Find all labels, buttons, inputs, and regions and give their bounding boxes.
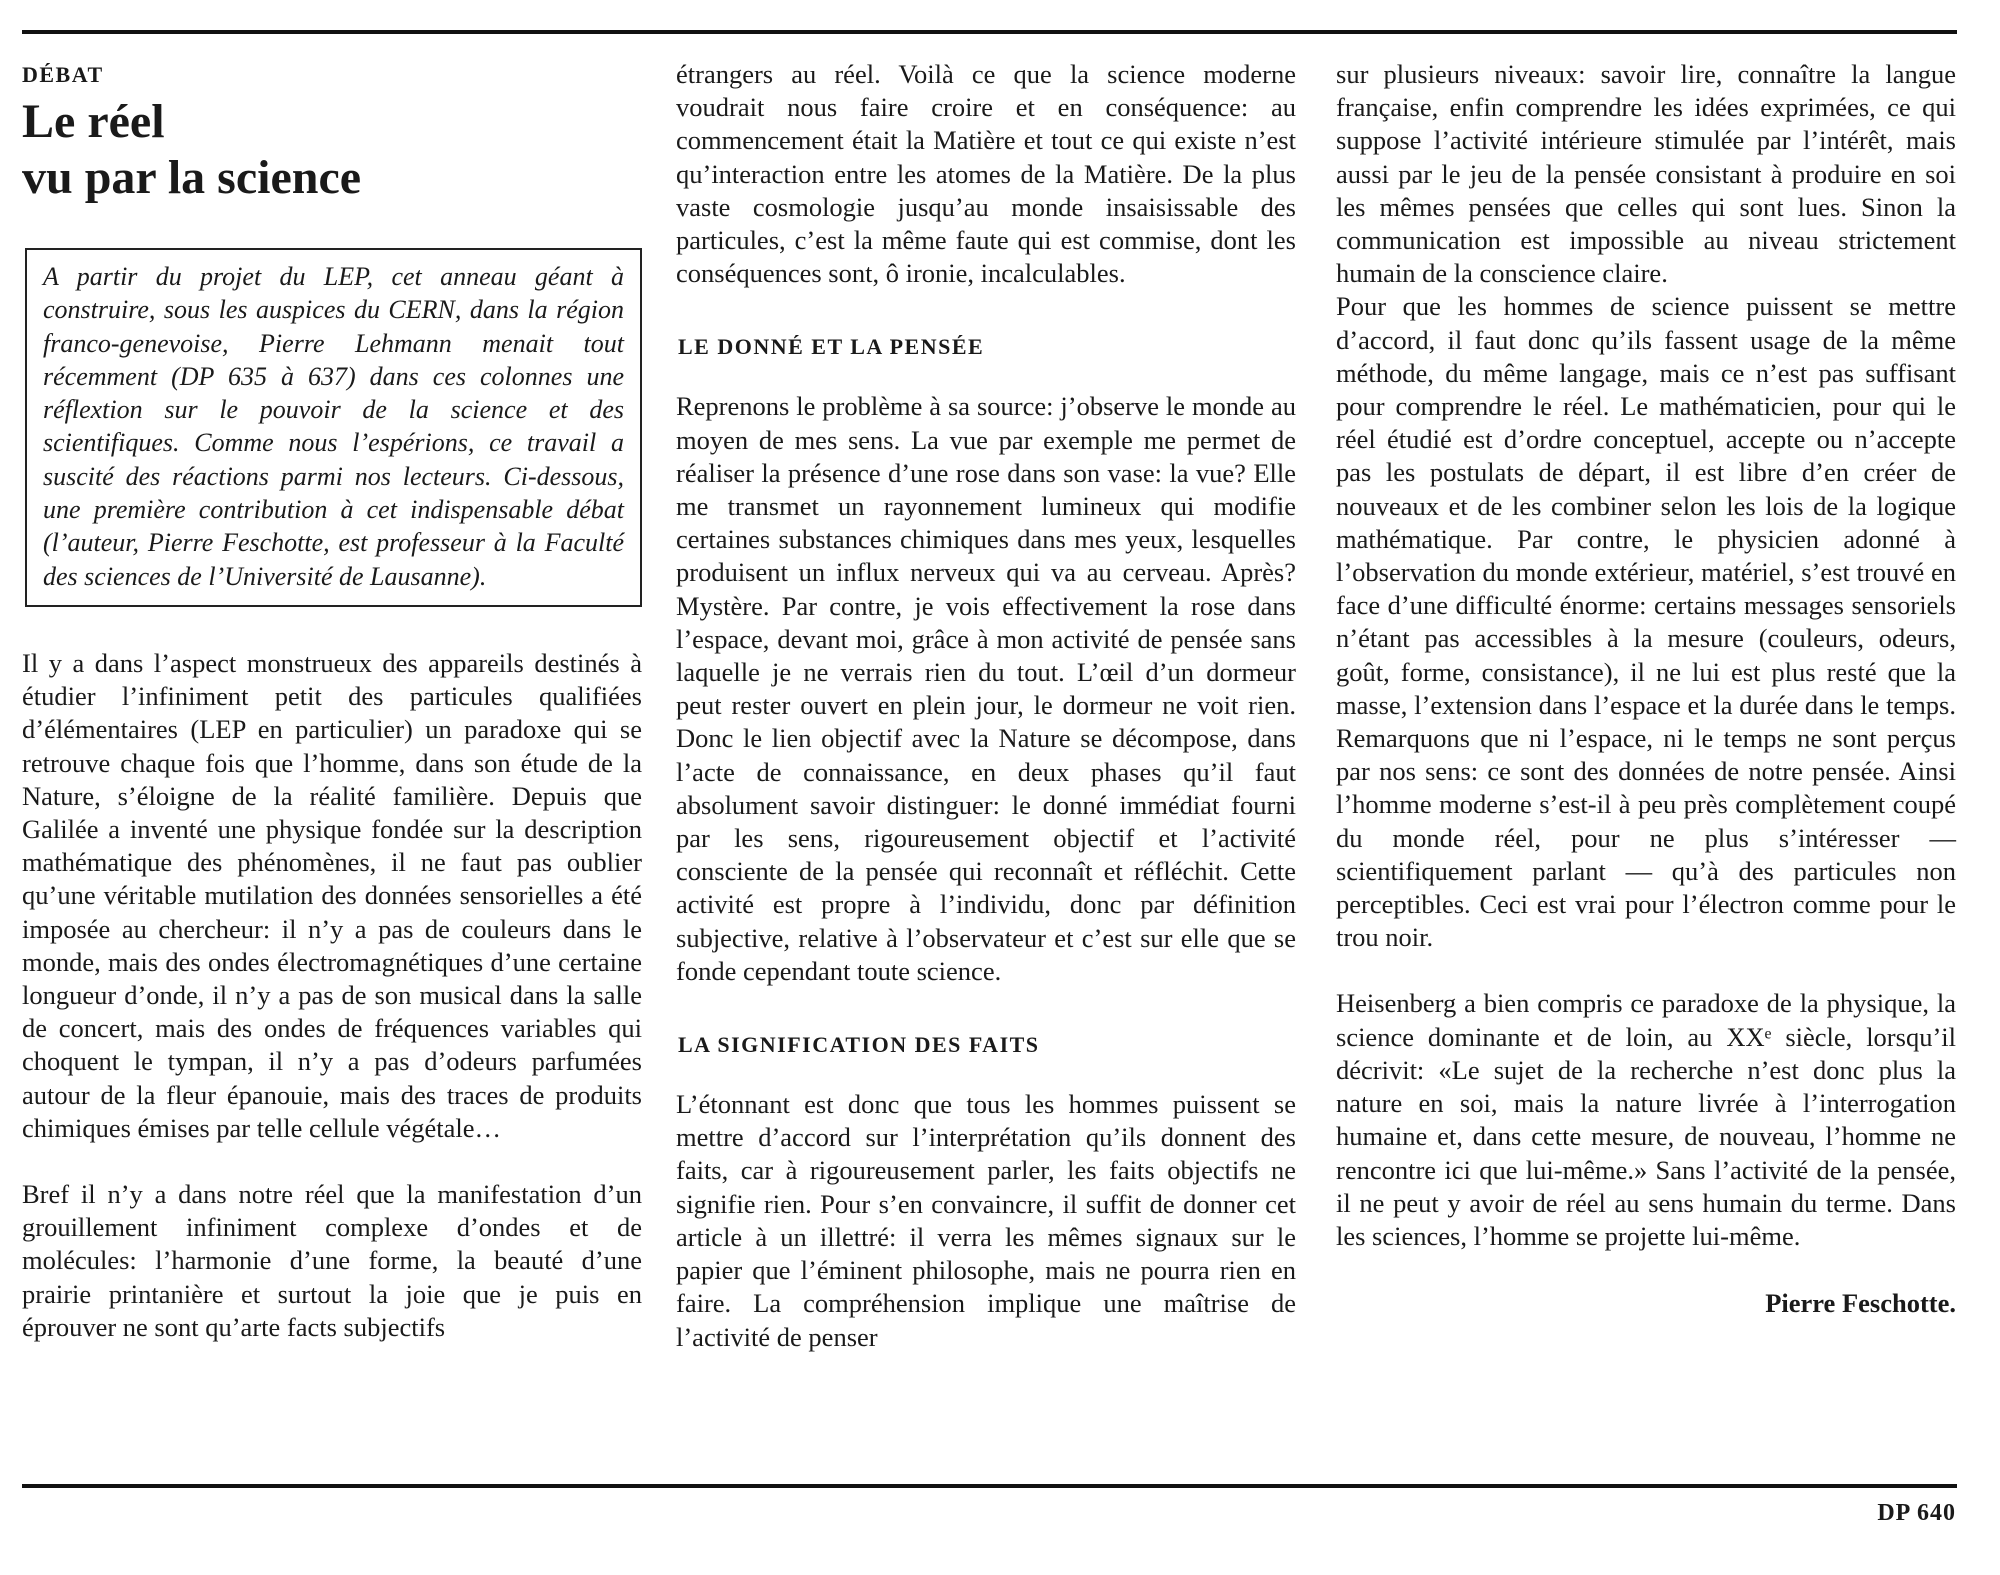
title-line-1: Le réel: [22, 95, 165, 148]
column-3: [1336, 58, 1956, 1320]
top-rule: [22, 30, 1957, 34]
author-signature: Pierre Feschotte.: [1765, 1288, 1956, 1319]
subheading-signification-faits: LA SIGNIFICATION DES FAITS: [678, 1032, 1040, 1058]
paragraph-4-continued: sur plusieurs niveaux: savoir lire, connaître la langue française, enfin comprendre les idées exprimées, ce qui suppose l’activité intérieure stimulée par l’intérêt, mais aussi par le jeu de la pensée consistant à produire en soi les mêmes pensées que celles qui sont lues. Sinon la communication est impossible au niveau strictement humain de la conscience claire.: [1336, 59, 1956, 289]
paragraph-1: Il y a dans l’aspect monstrueux des appareils destinés à étudier l’infiniment petit des particules qualifiées d’élémentaires (LEP en particulier) un paradoxe qui se retrouve chaque fois que l’homme, dans son étude de la Nature, s’éloigne de la réalité familière. Depuis que Galilée a inventé une physique fondée sur la description mathématique des phénomènes, il ne faut pas oublier qu’une véritable mutilation des données sensorielles a été imposée au chercheur: il n’y a pas de couleurs dans le monde, mais des ondes électromagnétiques d’une certaine longueur d’onde, il n’y a pas de son musical dans la salle de concert, mais des ondes de fréquences variables qui choquent le tympan, il n’y a pas d’odeurs parfumées autour de la fleur épanouie, mais des traces de produits chimiques émises par telle cellule végétale…: [22, 647, 642, 1143]
column-2: [676, 58, 1296, 1354]
section-kicker: DÉBAT: [22, 62, 104, 87]
paragraph-3: Reprenons le problème à sa source: j’observe le monde au moyen de mes sens. La vue par exemple me permet de réaliser la présence d’une rose dans son vase: la vue? Elle me transmet un rayonnement lumineux qui modifie certaines substances chimiques dans mes yeux, lesquelles produisent un influx nerveux qui va au cerveau. Après? Mystère. Par contre, je vois effectivement la rose dans l’espace, devant moi, grâce à mon activité de pensée sans laquelle je ne verrais rien du tout. L’œil d’un dormeur peut rester ouvert en plein jour, le dormeur ne voit rien. Donc le lien objectif avec la Nature se décompose, dans l’acte de connaissance, en deux phases qu’il faut absolument savoir distinguer: le donné immédiat fourni par les sens, rigoureusement objectif et l’activité consciente de la pensée qui reconnaît et réfléchit. Cette activité est propre à l’individu, donc par définition subjective, relative à l’observateur et c’est sur elle que se fonde cependant toute science.: [676, 391, 1296, 986]
column-1: [22, 58, 642, 1344]
page-folio: DP 640: [1877, 1500, 1956, 1526]
subheading-donne-pensee: LE DONNÉ ET LA PENSÉE: [678, 334, 985, 360]
title-line-2: vu par la science: [22, 151, 362, 204]
bottom-rule: [22, 1484, 1957, 1488]
intro-box: A partir du projet du LEP, cet anneau géant à construire, sous les auspices du CERN, dans la région franco-genevoise, Pierre Lehmann menait tout récemment (DP 635 à 637) dans ces colonnes une réflextion sur le pouvoir de la science et des scientifiques. Comme nous l’espérions, ce travail a suscité des réactions parmi nos lecteurs. Ci-dessous, une première contribution à cet indispensable débat (l’auteur, Pierre Feschotte, est professeur à la Faculté des sciences de l’Université de Lausanne).: [25, 248, 642, 607]
article-title: [22, 94, 642, 206]
paragraph-2: Bref il n’y a dans notre réel que la manifestation d’un grouillement infiniment complexe d’ondes et de molécules: l’harmonie d’une forme, la beauté d’une prairie printanière et surtout la joie que je puis en éprouver ne sont qu’arte facts subjectifs: [22, 1179, 642, 1342]
paragraph-6: Heisenberg a bien compris ce paradoxe de la physique, la science dominante et de loin, au XXᵉ siècle, lorsqu’il décrivit: «Le sujet de la recherche n’est donc plus la nature en soi, mais la nature livrée à l’interrogation humaine et, dans cette mesure, de nouveau, l’homme ne rencontre ici que lui-même.» Sans l’activité de la pensée, il ne peut y avoir de réel au sens humain du terme. Dans les sciences, l’homme se projette lui-même.: [1336, 988, 1956, 1251]
paragraph-5: Pour que les hommes de science puissent se mettre d’accord, il faut donc qu’ils fassent usage de la même méthode, du même langage, mais ce n’est pas suffisant pour comprendre le réel. Le mathématicien, pour qui le réel étudié est d’ordre conceptuel, accepte ou n’accepte pas les postulats de départ, il est libre d’en créer de nouveaux et de les combiner selon les lois de la logique mathématique. Par contre, le physicien adonné à l’observation du monde extérieur, matériel, s’est trouvé en face d’une difficulté énorme: certains messages sensoriels n’étant pas accessibles à la mesure (couleurs, odeurs, goût, forme, consistance), il ne lui est plus resté que la masse, l’extension dans l’espace et la durée dans le temps. Remarquons que ni l’espace, ni le temps ne sont perçus par nos sens: ce sont des données de notre pensée. Ainsi l’homme moderne s’est-il à peu près complètement coupé du monde réel, pour ne plus s’intéresser — scientifiquement parlant — qu’à des particules non perceptibles. Ceci est vrai pour l’électron comme pour le trou noir.: [1336, 291, 1956, 953]
paragraph-4: L’étonnant est donc que tous les hommes puissent se mettre d’accord sur l’interprétation qu’ils donnent des faits, car à rigoureusement parler, les faits objectifs ne signifie rien. Pour s’en convaincre, il suffit de donner cet article à un illettré: il verra les mêmes signaux sur le papier que l’éminent philosophe, mais ne pourra rien en faire. La compréhension implique une maîtrise de l’activité de penser: [676, 1089, 1296, 1352]
paragraph-2-continued: étrangers au réel. Voilà ce que la science moderne voudrait nous faire croire et en conséquence: au commencement était la Matière et tout ce qui existe n’est qu’interaction entre les atomes de la Matière. De la plus vaste cosmologie jusqu’au monde insaisissable des particules, c’est la même faute qui est commise, dont les conséquences sont, ô ironie, incalculables.: [676, 59, 1296, 289]
